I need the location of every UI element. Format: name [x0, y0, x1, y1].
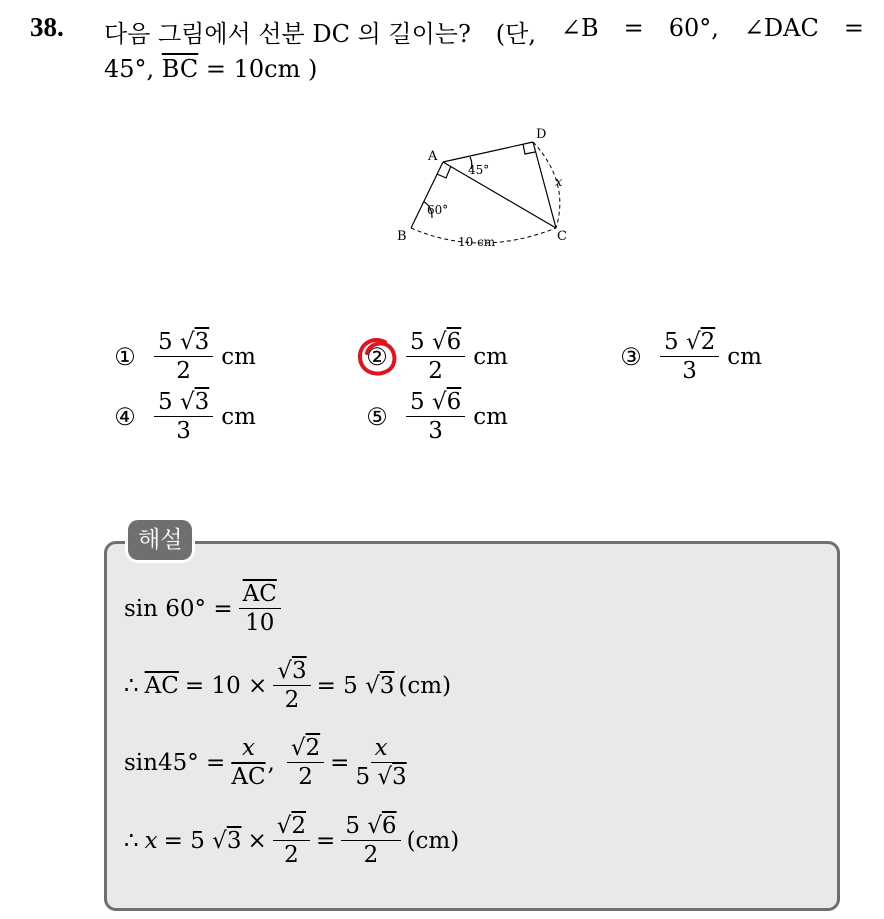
choice-3[interactable]: ③ $\frac{5 √2}{3}$ cm — [618, 331, 762, 383]
angle-b-label: 60° — [427, 203, 449, 217]
choice-number: ① — [114, 343, 136, 371]
side-bc-label: 10 cm — [458, 235, 496, 249]
question-text-part: = — [843, 14, 864, 42]
side-x-label: x — [555, 175, 563, 190]
choice-number: ④ — [114, 403, 136, 431]
fraction: $\frac{5 √3}{2}$ — [154, 331, 213, 383]
fraction: $\frac{5 √2}{3}$ — [660, 331, 719, 383]
label-d: D — [536, 127, 547, 142]
label-c: C — [557, 229, 567, 244]
answer-circle-mark — [355, 336, 401, 380]
fraction: $\frac{5 √3}{3}$ — [154, 391, 213, 443]
question-text-part: (단, — [495, 20, 536, 48]
label-b: B — [397, 229, 407, 244]
choice-number: ③ — [620, 343, 642, 371]
question-text-part: 다음 그림에서 선분 DC 의 길이는? — [104, 20, 471, 48]
condition-rest: = 10cm ) — [198, 55, 318, 83]
choice-number: ② — [366, 343, 388, 371]
question-text-part: 60°, — [668, 14, 719, 42]
question-text-part: = — [623, 14, 644, 42]
solution-line-3: sin45° = $\frac{x}{AC}$ , $\frac{√2}{2}$ = $\frac{x}{5 √3}$ — [124, 735, 407, 790]
geometry-figure — [380, 122, 580, 252]
choice-5[interactable]: ⑤ $\frac{5 √6}{3}$ cm — [364, 391, 508, 443]
solution-line-1: sin 60° = $\frac{\overline{AC}}{10}$ — [124, 583, 287, 635]
question-number: 38. — [30, 12, 64, 42]
choice-number: ⑤ — [366, 403, 388, 431]
choice-1[interactable]: ① $\frac{5 √3}{2}$ cm — [112, 331, 256, 383]
question-text-line2 — [104, 55, 317, 83]
choice-2[interactable]: ② $\frac{5 √6}{2}$ cm — [364, 331, 508, 383]
solution-line-2: ∴ $\overline{AC}$ = 10 × $\frac{√3}{2}$ = 5 √ 3 (cm) — [124, 658, 452, 713]
condition-angle: 45°, — [104, 55, 162, 83]
choice-4[interactable]: ④ $\frac{5 √3}{3}$ cm — [112, 391, 256, 443]
question-text-line1 — [104, 14, 864, 49]
solution-line-4: ∴ x = 5 √ 3 × $\frac{√2}{2}$ = $\frac{5 √6}{2}$ (cm) — [124, 813, 460, 868]
fraction: $\frac{5 √6}{3}$ — [406, 391, 465, 443]
fraction: $\frac{5 √6}{2}$ — [406, 331, 465, 383]
question-text-part: ∠DAC — [743, 14, 819, 42]
condition-segment: $\overline{BC}$ — [161, 55, 199, 83]
solution-tab-label: 해설 — [128, 520, 192, 560]
question-text-part: ∠B — [560, 14, 599, 42]
angle-dac-label: 45° — [468, 163, 490, 177]
label-a: A — [428, 149, 438, 164]
